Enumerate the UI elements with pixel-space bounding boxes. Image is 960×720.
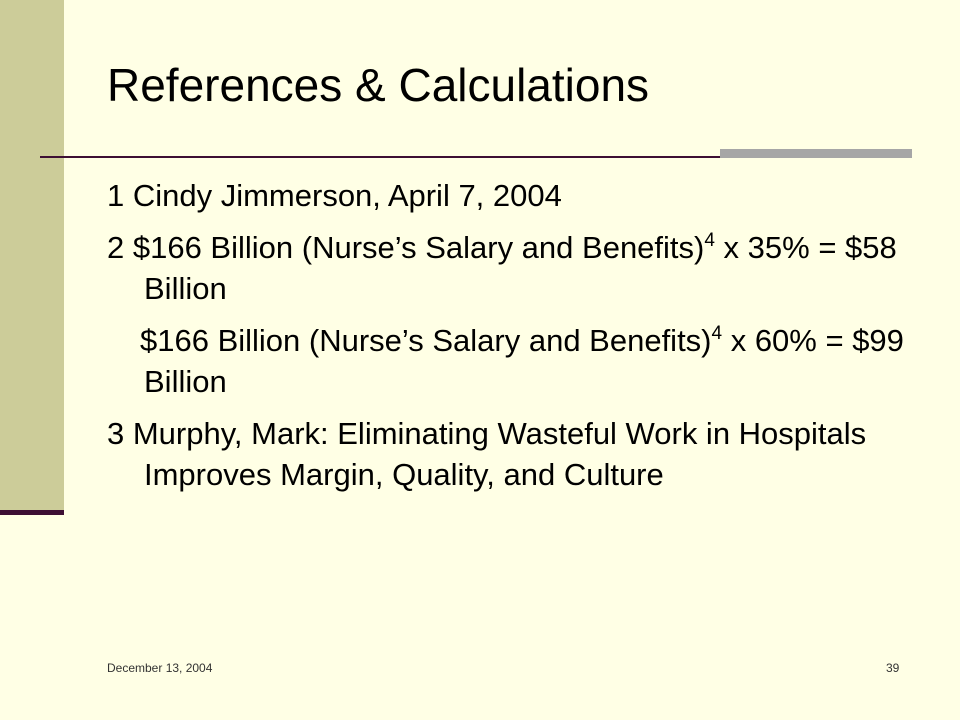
reference-text-continued: x 60% = $99 Billion [144, 323, 904, 399]
reference-text: 2 $166 Billion (Nurse’s Salary and Benefits) [107, 230, 705, 265]
reference-item-2b [107, 320, 907, 402]
slide-title: References & Calculations [107, 59, 650, 111]
reference-text: 3 Murphy, Mark: Eliminating Wasteful Work in Hospitals Improves Margin, Quality, and Culture [107, 416, 867, 492]
reference-superscript: 4 [711, 323, 723, 344]
footer-date: December 13, 2004 [107, 661, 213, 675]
reference-item-1 [107, 175, 907, 216]
left-accent-bar-end [0, 510, 64, 515]
reference-item-2 [107, 227, 907, 309]
reference-text: $166 Billion (Nurse’s Salary and Benefits) [140, 323, 712, 358]
page-number: 39 [886, 661, 900, 675]
references-list [107, 175, 907, 506]
reference-text-continued: x 35% = $58 Billion [144, 230, 897, 306]
reference-text: 1 Cindy Jimmerson, April 7, 2004 [107, 178, 562, 213]
title-underline-accent [720, 149, 912, 158]
reference-superscript: 4 [704, 230, 715, 251]
reference-item-3 [107, 413, 907, 495]
left-accent-bar [0, 0, 64, 512]
